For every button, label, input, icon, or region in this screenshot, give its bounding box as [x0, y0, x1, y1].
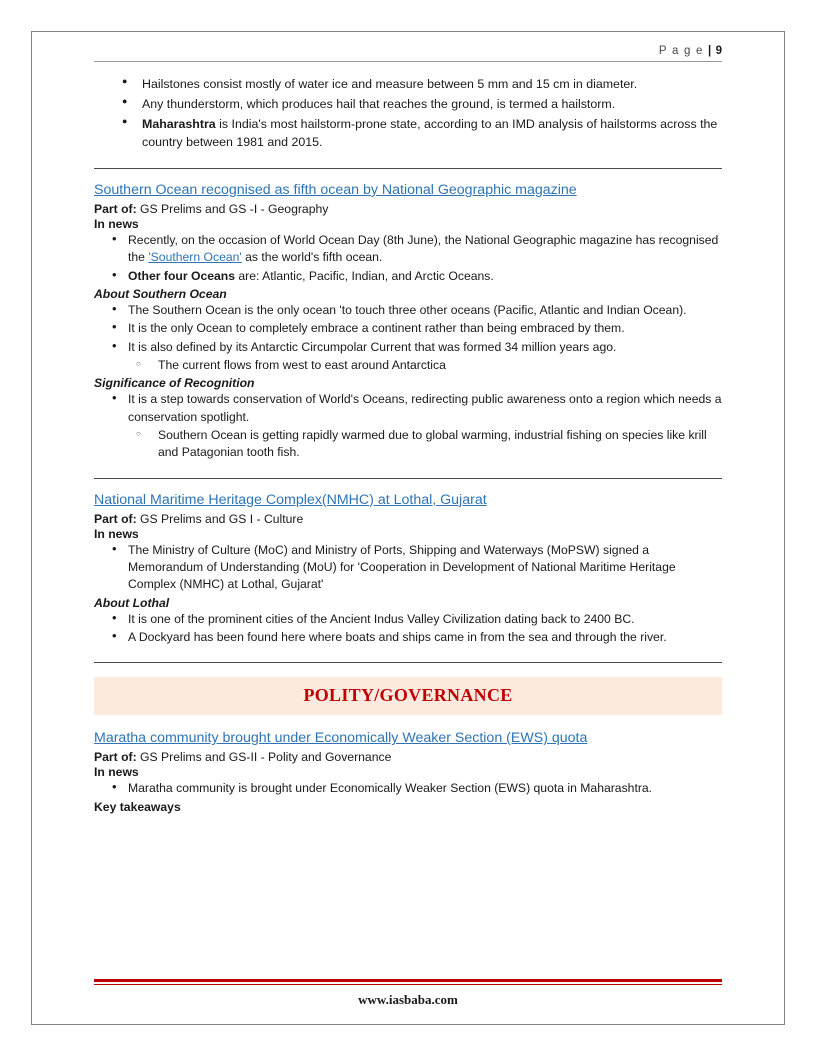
page-separator: | — [707, 45, 712, 57]
part-of-line — [94, 750, 722, 764]
list-item: ○ Southern Ocean is getting rapidly warmed due to global warming, industrial fishing on species like krill and Patagonian tooth fish. — [134, 427, 722, 462]
bold-term: Other four Oceans — [128, 268, 236, 283]
part-of-value: GS Prelims and GS-II - Polity and Governance — [136, 750, 392, 765]
list-item: • The Ministry of Culture (MoC) and Ministry of Ports, Shipping and Waterways (MoPSW) signed a Memorandum of Understanding (MoU) for 'Cooperation in Development of National Maritime Heritage Complex (NMHC) at Lothal, Gujarat' — [102, 542, 722, 594]
list-item: ○ The current flows from west to east around Antarctica — [134, 357, 722, 374]
in-news-text: In news — [94, 216, 139, 231]
in-news-list — [94, 780, 722, 797]
in-news-text: In news — [94, 765, 139, 780]
significance-list — [94, 391, 722, 426]
footer-website: www.iasbaba.com — [358, 992, 458, 1007]
list-item-text: are: Atlantic, Pacific, Indian, and Arctic Oceans. — [235, 268, 494, 283]
part-of-value: GS Prelims and GS I - Culture — [136, 511, 304, 526]
part-of-line — [94, 512, 722, 526]
section-banner-polity — [94, 677, 722, 715]
page-content — [94, 45, 722, 815]
significance-sub-list — [94, 427, 722, 462]
in-news-label — [94, 217, 722, 231]
section-divider-2 — [94, 478, 722, 479]
page-header-number — [94, 45, 722, 61]
list-item: • Maratha community is brought under Economically Weaker Section (EWS) quota in Maharashtra. — [102, 780, 722, 797]
part-of-label: Part of: — [94, 201, 137, 216]
topic-2-block — [94, 491, 722, 647]
news-text-post: as the world's fifth ocean. — [241, 250, 383, 265]
topic-1-block — [94, 181, 722, 462]
intro-bullet-list — [94, 76, 722, 152]
list-item: ● Any thunderstorm, which produces hail that reaches the ground, is termed a hailstorm. — [114, 96, 722, 114]
about-lothal-list — [94, 611, 722, 647]
part-of-value: GS Prelims and GS -I - Geography — [136, 201, 329, 216]
list-item: • It is a step towards conservation of World's Oceans, redirecting public awareness onto a region which needs a conservation spotlight. — [102, 391, 722, 426]
part-of-label: Part of: — [94, 511, 137, 526]
about-southern-ocean-heading: About Southern Ocean — [94, 286, 227, 301]
section-divider-1 — [94, 168, 722, 169]
list-item: • It is also defined by its Antarctic Circumpolar Current that was formed 34 million years ago. — [102, 339, 722, 356]
section-divider-3 — [94, 662, 722, 663]
part-of-label: Part of: — [94, 750, 137, 765]
list-item — [102, 232, 722, 267]
page-footer — [94, 979, 722, 1008]
in-news-label — [94, 765, 722, 779]
news-text-pre: Recently, on the occasion of World Ocean Day (8th June), the National Geographic magazine has recognised the — [128, 232, 719, 265]
page-number-value: 9 — [715, 45, 722, 57]
list-item — [102, 268, 722, 285]
section-banner-title: POLITY/GOVERNANCE — [303, 685, 513, 706]
southern-ocean-link[interactable]: 'Southern Ocean' — [148, 250, 242, 265]
list-item: • The Southern Ocean is the only ocean 'to touch three other oceans (Pacific, Atlantic and Indian Ocean). — [102, 302, 722, 319]
bold-term: Maharashtra — [142, 116, 216, 131]
in-news-label — [94, 527, 722, 541]
list-item-text: is India's most hailstorm-prone state, according to an IMD analysis of hailstorms across the country between 1981 and 2015. — [142, 116, 718, 149]
list-item: ● Hailstones consist mostly of water ice and measure between 5 mm and 15 cm in diameter. — [114, 76, 722, 94]
in-news-list — [94, 232, 722, 285]
page-label: P a g e — [658, 45, 704, 57]
list-item: • It is one of the prominent cities of the Ancient Indus Valley Civilization dating back to 2400 BC. — [102, 611, 722, 628]
key-takeaways-heading: Key takeaways — [94, 799, 181, 814]
topic-3-block — [94, 729, 722, 813]
list-item: • It is the only Ocean to completely embrace a continent rather than being embraced by them. — [102, 320, 722, 337]
topic-title-link-nmhc[interactable]: National Maritime Heritage Complex(NMHC) at Lothal, Gujarat — [94, 491, 487, 508]
footer-divider — [94, 979, 722, 985]
about-southern-ocean-list — [94, 302, 722, 356]
topic-title-link-southern-ocean[interactable]: Southern Ocean recognised as fifth ocean by National Geographic magazine — [94, 181, 577, 198]
topic-title-link-ews-quota[interactable]: Maratha community brought under Economically Weaker Section (EWS) quota — [94, 730, 588, 747]
about-lothal-heading: About Lothal — [94, 595, 170, 610]
header-divider — [94, 61, 722, 62]
significance-heading: Significance of Recognition — [94, 376, 255, 391]
list-item — [114, 116, 722, 152]
about-sub-list — [94, 357, 722, 374]
list-item: • A Dockyard has been found here where boats and ships came in from the sea and through the river. — [102, 629, 722, 646]
in-news-text: In news — [94, 526, 139, 541]
part-of-line — [94, 202, 722, 216]
in-news-list — [94, 542, 722, 594]
